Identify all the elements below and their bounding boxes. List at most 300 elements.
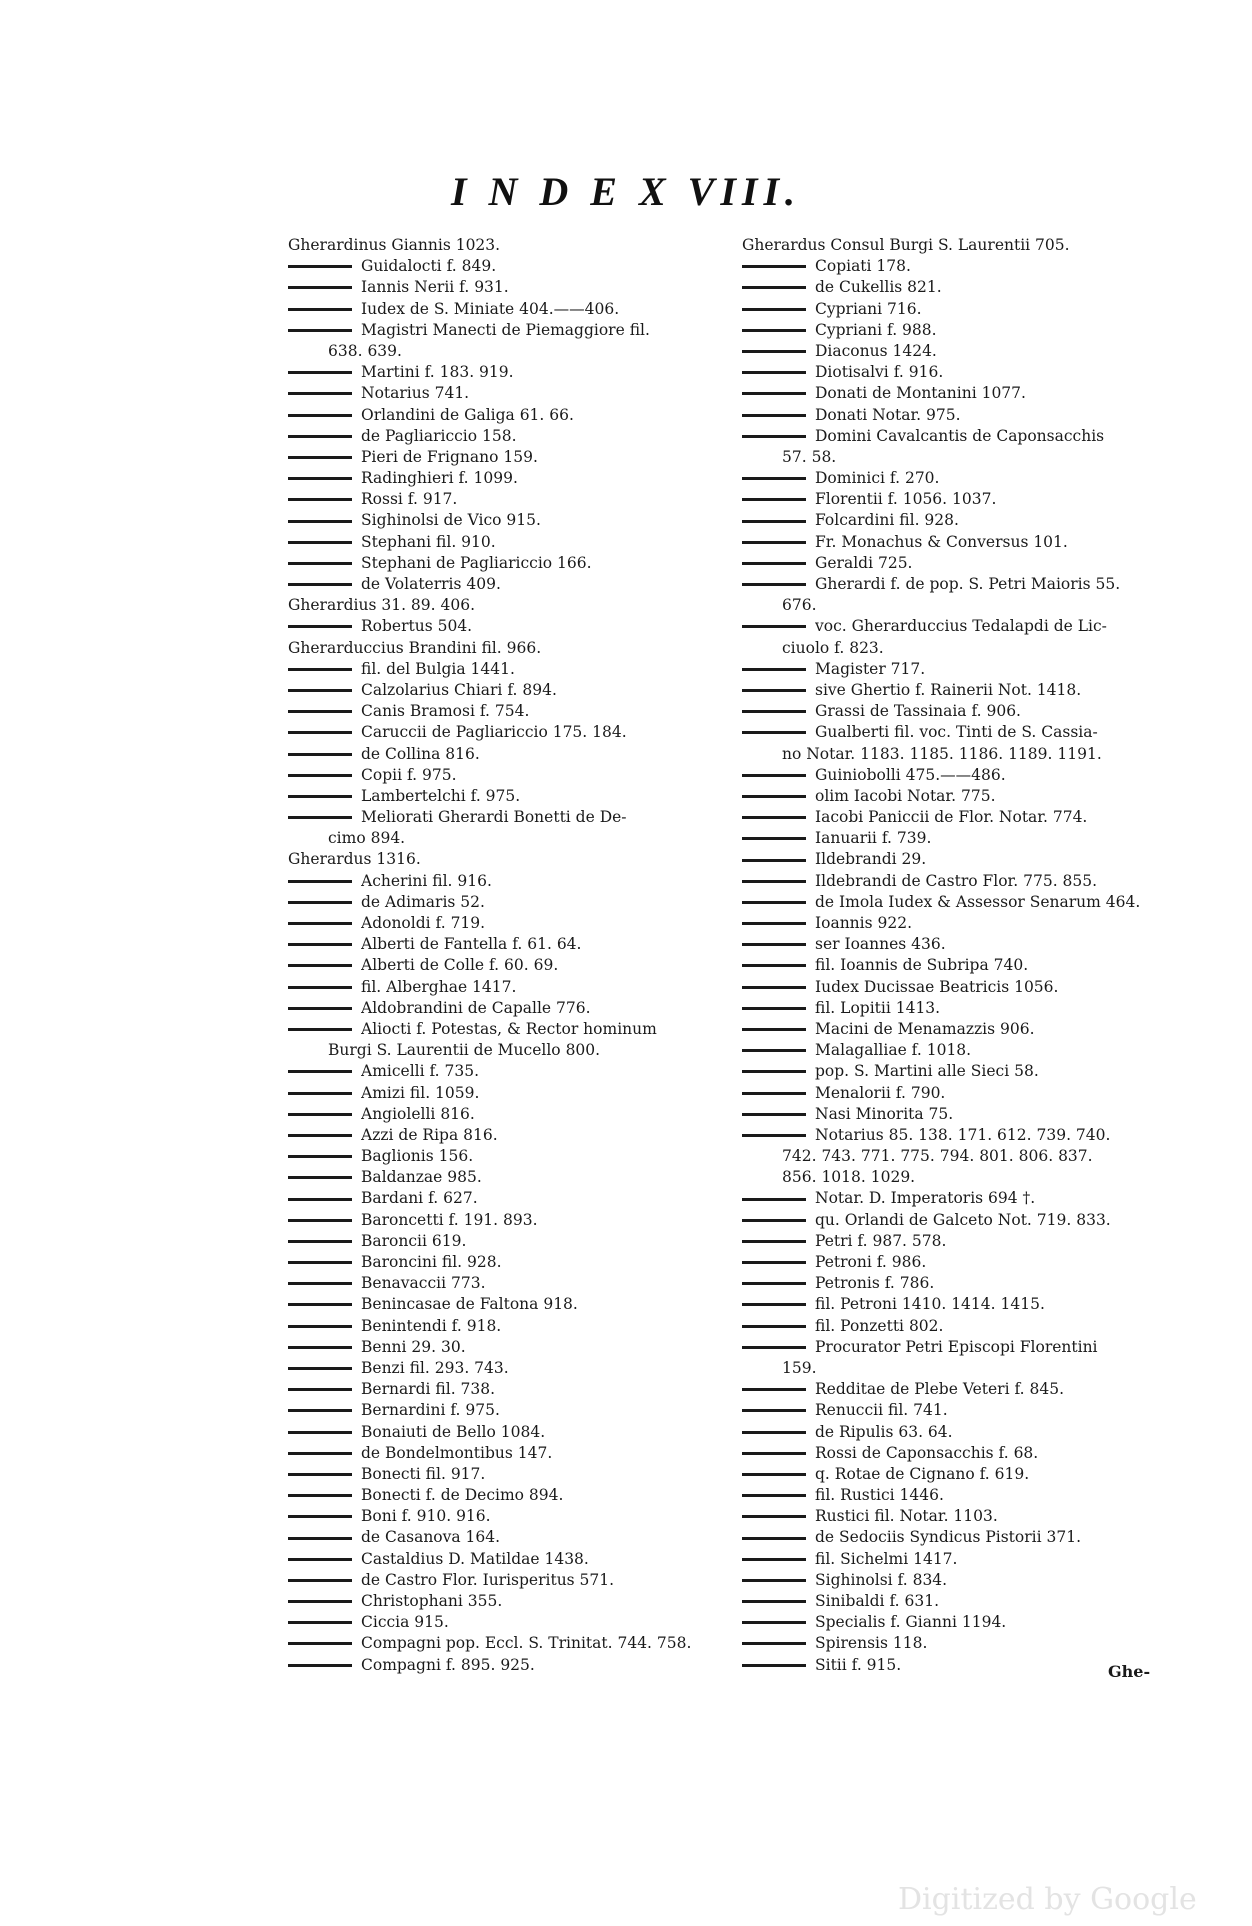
entry-text: fil. del Bulgia 1441. <box>361 659 515 678</box>
index-subentry <box>288 977 718 998</box>
ditto-dash <box>288 795 352 798</box>
ditto-dash <box>742 1664 806 1667</box>
entry-text: Spirensis 118. <box>815 1634 928 1653</box>
index-subentry <box>288 1125 718 1146</box>
entry-text: Caruccii de Pagliariccio 175. 184. <box>361 723 627 742</box>
index-subentry <box>288 1252 718 1273</box>
entry-text: Sinibaldi f. 631. <box>815 1592 939 1610</box>
ditto-dash <box>742 498 806 501</box>
entry-text: Baglionis 156. <box>361 1147 474 1166</box>
index-subentry <box>288 807 718 828</box>
index-subentry <box>288 1633 718 1654</box>
entry-text: Gherarduccius Brandini fil. 966. <box>288 638 542 657</box>
ditto-dash <box>742 689 806 692</box>
ditto-dash <box>288 1219 352 1222</box>
ditto-dash <box>288 880 352 883</box>
ditto-dash <box>742 1303 806 1306</box>
index-subentry <box>288 277 718 298</box>
index-subentry <box>742 341 1182 362</box>
index-subentry <box>742 1506 1182 1527</box>
index-subentry <box>742 1422 1182 1443</box>
index-subentry <box>742 510 1182 531</box>
index-subentry <box>742 1633 1182 1654</box>
entry-text: Benincasae de Faltona 918. <box>361 1295 578 1314</box>
entry-text: Renuccii fil. 741. <box>815 1401 948 1420</box>
entry-text: Copii f. 975. <box>361 765 457 784</box>
ditto-dash <box>742 1452 806 1455</box>
entry-text: Sighinolsi f. 834. <box>815 1570 948 1589</box>
entry-text: Benzi fil. 293. 743. <box>361 1358 509 1377</box>
entry-text: Geraldi 725. <box>815 553 913 572</box>
entry-text: Magister 717. <box>815 659 926 678</box>
entry-text: Petri f. 987. 578. <box>815 1231 947 1250</box>
entry-text: Cypriani 716. <box>815 299 922 318</box>
index-subentry <box>288 510 718 531</box>
entry-text: Amicelli f. 735. <box>361 1062 480 1081</box>
ditto-dash <box>288 1388 352 1391</box>
ditto-dash <box>288 265 352 268</box>
index-subentry <box>742 1549 1182 1570</box>
index-subentry <box>742 913 1182 934</box>
index-subentry <box>288 1210 718 1231</box>
ditto-dash <box>742 477 806 480</box>
ditto-dash <box>288 668 352 671</box>
ditto-dash <box>742 1388 806 1391</box>
ditto-dash <box>288 1494 352 1497</box>
ditto-dash <box>742 816 806 819</box>
entry-text: Pieri de Frignano 159. <box>361 447 538 466</box>
index-subentry <box>288 955 718 976</box>
entry-text: fil. Rustici 1446. <box>815 1486 944 1505</box>
ditto-dash <box>742 1558 806 1561</box>
entry-text: de Adimaris 52. <box>361 892 485 911</box>
ditto-dash <box>288 1007 352 1010</box>
index-subentry <box>742 383 1182 404</box>
ditto-dash <box>742 435 806 438</box>
entry-text: Aliocti f. Potestas, & Rector hominum <box>361 1019 657 1038</box>
entry-text: Stephani fil. 910. <box>361 532 496 551</box>
ditto-dash <box>742 1028 806 1031</box>
entry-text: Gherardinus Giannis 1023. <box>288 236 501 254</box>
entry-text: Bernardini f. 975. <box>361 1401 500 1420</box>
ditto-dash <box>288 1134 352 1137</box>
entry-text: fil. Sichelmi 1417. <box>815 1549 958 1568</box>
ditto-dash <box>742 308 806 311</box>
ditto-dash <box>742 414 806 417</box>
ditto-dash <box>288 1325 352 1328</box>
ditto-dash <box>288 1092 352 1095</box>
ditto-dash <box>742 1198 806 1201</box>
index-subentry <box>288 1506 718 1527</box>
index-subentry <box>288 1061 718 1082</box>
entry-text: Castaldius D. Matildae 1438. <box>361 1549 589 1568</box>
ditto-dash <box>288 392 352 395</box>
index-subentry <box>742 1188 1182 1209</box>
entry-text: Adonoldi f. 719. <box>361 914 486 932</box>
index-subentry <box>288 1549 718 1570</box>
ditto-dash <box>288 1261 352 1264</box>
entry-text: Notarius 85. 138. 171. 612. 739. 740. <box>815 1125 1111 1144</box>
entry-text: pop. S. Martini alle Sieci 58. <box>815 1062 1039 1081</box>
entry-text: Dominici f. 270. <box>815 469 940 488</box>
index-subentry <box>288 765 718 786</box>
ditto-dash <box>742 392 806 395</box>
entry-text: fil. Ponzetti 802. <box>815 1316 944 1335</box>
ditto-dash <box>288 1282 352 1285</box>
entry-text: Notar. D. Imperatoris 694 †. <box>815 1189 1036 1208</box>
index-subentry <box>742 1231 1182 1252</box>
index-subentry <box>288 659 718 680</box>
entry-text: Donati de Montanini 1077. <box>815 384 1026 403</box>
ditto-dash <box>288 901 352 904</box>
index-subentry <box>288 532 718 553</box>
index-subentry <box>742 786 1182 807</box>
entry-text: Macini de Menamazzis 906. <box>815 1019 1035 1038</box>
index-subentry <box>742 553 1182 574</box>
ditto-dash <box>742 1537 806 1540</box>
index-subentry <box>288 1337 718 1358</box>
index-headword <box>288 235 718 256</box>
ditto-dash <box>288 986 352 989</box>
index-entry-continuation <box>742 1358 1182 1379</box>
index-subentry <box>742 1019 1182 1040</box>
entry-text: Guidalocti f. 849. <box>361 257 497 276</box>
ditto-dash <box>288 562 352 565</box>
index-subentry <box>288 1316 718 1337</box>
ditto-dash <box>288 1346 352 1349</box>
index-column-left <box>288 235 718 1676</box>
index-subentry <box>288 998 718 1019</box>
ditto-dash <box>742 1134 806 1137</box>
ditto-dash <box>742 795 806 798</box>
ditto-dash <box>742 1092 806 1095</box>
ditto-dash <box>288 1367 352 1370</box>
index-subentry <box>742 1337 1182 1358</box>
ditto-dash <box>288 1409 352 1412</box>
index-entry-continuation <box>742 595 1182 616</box>
ditto-dash <box>288 1579 352 1582</box>
ditto-dash <box>742 1070 806 1073</box>
ditto-dash <box>742 1049 806 1052</box>
ditto-dash <box>742 1261 806 1264</box>
entry-text: Ianuarii f. 739. <box>815 829 932 848</box>
index-subentry <box>288 1612 718 1633</box>
index-subentry <box>742 1400 1182 1421</box>
index-subentry <box>742 722 1182 743</box>
entry-text: 856. 1018. 1029. <box>782 1168 916 1187</box>
ditto-dash <box>288 689 352 692</box>
ditto-dash <box>288 816 352 819</box>
entry-text: Notarius 741. <box>361 384 470 403</box>
entry-text: Rossi f. 917. <box>361 490 458 509</box>
index-subentry <box>288 489 718 510</box>
ditto-dash <box>742 901 806 904</box>
ditto-dash <box>288 1452 352 1455</box>
ditto-dash <box>288 1198 352 1201</box>
index-subentry <box>742 1252 1182 1273</box>
index-subentry <box>288 892 718 913</box>
entry-text: Calzolarius Chiari f. 894. <box>361 680 557 699</box>
index-subentry <box>742 1273 1182 1294</box>
index-subentry <box>288 383 718 404</box>
index-subentry <box>742 1464 1182 1485</box>
entry-text: 57. 58. <box>782 447 837 466</box>
index-subentry <box>742 1040 1182 1061</box>
ditto-dash <box>742 562 806 565</box>
entry-text: Donati Notar. 975. <box>815 405 961 424</box>
ditto-dash <box>742 1600 806 1603</box>
ditto-dash <box>742 1346 806 1349</box>
entry-text: Bonecti fil. 917. <box>361 1464 486 1483</box>
entry-text: Gherardi f. de pop. S. Petri Maioris 55. <box>815 575 1121 593</box>
entry-text: de Bondelmontibus 147. <box>361 1443 553 1462</box>
ditto-dash <box>742 350 806 353</box>
index-subentry <box>742 659 1182 680</box>
ditto-dash <box>742 880 806 883</box>
entry-text: no Notar. 1183. 1185. 1186. 1189. 1191. <box>782 744 1102 763</box>
entry-text: Ioannis 922. <box>815 914 913 932</box>
entry-text: Boni f. 910. 916. <box>361 1507 491 1526</box>
entry-text: Acherini fil. 916. <box>361 871 492 890</box>
entry-text: Fr. Monachus & Conversus 101. <box>815 532 1068 551</box>
entry-text: Iudex de S. Miniate 404.——406. <box>361 299 620 318</box>
entry-text: fil. Alberghae 1417. <box>361 977 517 996</box>
index-subentry <box>288 426 718 447</box>
index-subentry <box>288 701 718 722</box>
ditto-dash <box>742 1642 806 1645</box>
index-subentry <box>742 1570 1182 1591</box>
ditto-dash <box>742 1282 806 1285</box>
index-subentry <box>288 1083 718 1104</box>
entry-text: Malagalliae f. 1018. <box>815 1041 972 1060</box>
entry-text: Compagni pop. Eccl. S. Trinitat. 744. 758. <box>361 1634 692 1653</box>
ditto-dash <box>742 1007 806 1010</box>
entry-text: Gherardus 1316. <box>288 850 421 869</box>
ditto-dash <box>288 583 352 586</box>
catchword: Ghe- <box>1108 1662 1151 1681</box>
entry-text: Baroncii 619. <box>361 1231 467 1250</box>
entry-text: Sitii f. 915. <box>815 1655 902 1674</box>
entry-text: Benintendi f. 918. <box>361 1316 502 1335</box>
entry-text: Angiolelli 816. <box>361 1104 475 1123</box>
index-subentry <box>288 871 718 892</box>
index-subentry <box>742 849 1182 870</box>
index-subentry <box>742 1125 1182 1146</box>
entry-text: Aldobrandini de Capalle 776. <box>361 998 591 1017</box>
entry-text: de Castro Flor. Iurisperitus 571. <box>361 1570 615 1589</box>
entry-text: Specialis f. Gianni 1194. <box>815 1613 1007 1632</box>
entry-text: Baroncetti f. 191. 893. <box>361 1210 538 1229</box>
ditto-dash <box>288 456 352 459</box>
index-subentry <box>742 299 1182 320</box>
index-subentry <box>288 1485 718 1506</box>
entry-text: Guiniobolli 475.——486. <box>815 765 1006 784</box>
ditto-dash <box>742 1515 806 1518</box>
entry-text: Christophani 355. <box>361 1592 503 1610</box>
index-subentry <box>288 1019 718 1040</box>
ditto-dash <box>742 329 806 332</box>
index-subentry <box>742 616 1182 637</box>
ditto-dash <box>742 1621 806 1624</box>
index-subentry <box>288 616 718 637</box>
index-subentry <box>742 532 1182 553</box>
entry-text: 742. 743. 771. 775. 794. 801. 806. 837. <box>782 1147 1093 1166</box>
entry-text: Cypriani f. 988. <box>815 320 937 339</box>
entry-text: Iudex Ducissae Beatricis 1056. <box>815 977 1059 996</box>
entry-text: Benni 29. 30. <box>361 1337 466 1356</box>
entry-text: Martini f. 183. 919. <box>361 363 514 382</box>
entry-text: fil. Ioannis de Subripa 740. <box>815 956 1029 975</box>
index-column-right <box>742 235 1182 1676</box>
index-headword <box>288 849 718 870</box>
entry-text: Sighinolsi de Vico 915. <box>361 511 541 530</box>
ditto-dash <box>288 1642 352 1645</box>
index-subentry <box>742 277 1182 298</box>
index-subentry <box>288 1146 718 1167</box>
entry-text: Gualberti fil. voc. Tinti de S. Cassia- <box>815 723 1098 742</box>
ditto-dash <box>742 964 806 967</box>
ditto-dash <box>742 922 806 925</box>
entry-text: Baroncini fil. 928. <box>361 1253 502 1271</box>
entry-text: Meliorati Gherardi Bonetti de De- <box>361 808 627 827</box>
index-subentry <box>288 256 718 277</box>
index-subentry <box>742 871 1182 892</box>
index-subentry <box>742 828 1182 849</box>
ditto-dash <box>288 477 352 480</box>
ditto-dash <box>288 520 352 523</box>
index-subentry <box>742 934 1182 955</box>
ditto-dash <box>288 1473 352 1476</box>
entry-text: Gherardius 31. 89. 406. <box>288 596 476 615</box>
index-subentry <box>288 1443 718 1464</box>
entry-text: olim Iacobi Notar. 775. <box>815 786 996 805</box>
ditto-dash <box>288 625 352 628</box>
index-subentry <box>288 786 718 807</box>
ditto-dash <box>288 1600 352 1603</box>
index-headword <box>742 235 1182 256</box>
ditto-dash <box>742 286 806 289</box>
entry-text: Nasi Minorita 75. <box>815 1104 954 1123</box>
entry-text: de Imola Iudex & Assessor Senarum 464. <box>815 892 1141 911</box>
ditto-dash <box>288 1176 352 1179</box>
entry-text: Ildebrandi de Castro Flor. 775. 855. <box>815 871 1098 890</box>
entry-text: Petronis f. 786. <box>815 1274 935 1293</box>
page-heading: I N D E X VIII. <box>450 169 802 214</box>
ditto-dash <box>288 414 352 417</box>
ditto-dash <box>288 1155 352 1158</box>
ditto-dash <box>288 286 352 289</box>
ditto-dash <box>742 668 806 671</box>
index-subentry <box>742 807 1182 828</box>
ditto-dash <box>288 1664 352 1667</box>
entry-text: Amizi fil. 1059. <box>361 1083 480 1102</box>
ditto-dash <box>288 1028 352 1031</box>
index-subentry <box>742 1104 1182 1125</box>
entry-text: Lambertelchi f. 975. <box>361 786 521 805</box>
index-subentry <box>288 680 718 701</box>
entry-text: Orlandini de Galiga 61. 66. <box>361 405 574 424</box>
index-subentry <box>288 1273 718 1294</box>
index-subentry <box>742 1083 1182 1104</box>
entry-text: Iacobi Paniccii de Flor. Notar. 774. <box>815 808 1088 827</box>
entry-text: Bonecti f. de Decimo 894. <box>361 1486 564 1505</box>
ditto-dash <box>288 710 352 713</box>
index-subentry <box>288 1400 718 1421</box>
entry-text: Rustici fil. Notar. 1103. <box>815 1507 998 1526</box>
index-subentry <box>288 1231 718 1252</box>
index-subentry <box>742 1443 1182 1464</box>
entry-text: fil. Lopitii 1413. <box>815 998 941 1017</box>
entry-text: Ildebrandi 29. <box>815 850 927 869</box>
entry-text: de Ripulis 63. 64. <box>815 1422 953 1441</box>
ditto-dash <box>288 1113 352 1116</box>
ditto-dash <box>288 922 352 925</box>
ditto-dash <box>742 1409 806 1412</box>
index-subentry <box>742 998 1182 1019</box>
entry-text: 159. <box>782 1358 817 1377</box>
ditto-dash <box>288 1621 352 1624</box>
ditto-dash <box>288 943 352 946</box>
entry-text: q. Rotae de Cignano f. 619. <box>815 1464 1030 1483</box>
entry-text: 676. <box>782 596 817 615</box>
entry-text: Alberti de Colle f. 60. 69. <box>361 956 559 975</box>
ditto-dash <box>742 1113 806 1116</box>
ditto-dash <box>742 520 806 523</box>
entry-text: Radinghieri f. 1099. <box>361 469 518 488</box>
ditto-dash <box>288 1303 352 1306</box>
index-subentry <box>742 680 1182 701</box>
index-subentry <box>742 955 1182 976</box>
ditto-dash <box>288 731 352 734</box>
entry-text: Iannis Nerii f. 931. <box>361 278 509 297</box>
ditto-dash <box>742 731 806 734</box>
ditto-dash <box>742 943 806 946</box>
entry-text: Florentii f. 1056. 1037. <box>815 490 997 509</box>
entry-text: Domini Cavalcantis de Caponsacchis <box>815 426 1105 445</box>
ditto-dash <box>288 541 352 544</box>
entry-text: Magistri Manecti de Piemaggiore fil. <box>361 320 650 339</box>
entry-text: Gherardus Consul Burgi S. Laurentii 705. <box>742 236 1070 254</box>
index-entry-continuation <box>742 1146 1182 1167</box>
index-entry-continuation <box>742 447 1182 468</box>
entry-text: Diotisalvi f. 916. <box>815 363 944 382</box>
entry-text: de Cukellis 821. <box>815 278 942 297</box>
ditto-dash <box>288 435 352 438</box>
index-subentry <box>742 1485 1182 1506</box>
ditto-dash <box>742 859 806 862</box>
ditto-dash <box>288 498 352 501</box>
index-subentry <box>288 1379 718 1400</box>
ditto-dash <box>742 1240 806 1243</box>
ditto-dash <box>742 837 806 840</box>
index-subentry <box>742 405 1182 426</box>
entry-text: Alberti de Fantella f. 61. 64. <box>361 935 582 954</box>
entry-text: ser Ioannes 436. <box>815 935 946 954</box>
ditto-dash <box>288 1070 352 1073</box>
index-subentry <box>742 1210 1182 1231</box>
ditto-dash <box>742 265 806 268</box>
index-subentry <box>288 1464 718 1485</box>
entry-text: de Pagliariccio 158. <box>361 426 517 445</box>
ditto-dash <box>742 1219 806 1222</box>
entry-text: voc. Gherarduccius Tedalapdi de Lic- <box>815 617 1107 636</box>
entry-text: Canis Bramosi f. 754. <box>361 702 530 721</box>
ditto-dash <box>742 710 806 713</box>
index-subentry <box>742 765 1182 786</box>
entry-text: Azzi de Ripa 816. <box>361 1125 498 1144</box>
entry-text: Bonaiuti de Bello 1084. <box>361 1422 546 1441</box>
index-subentry <box>742 1612 1182 1633</box>
